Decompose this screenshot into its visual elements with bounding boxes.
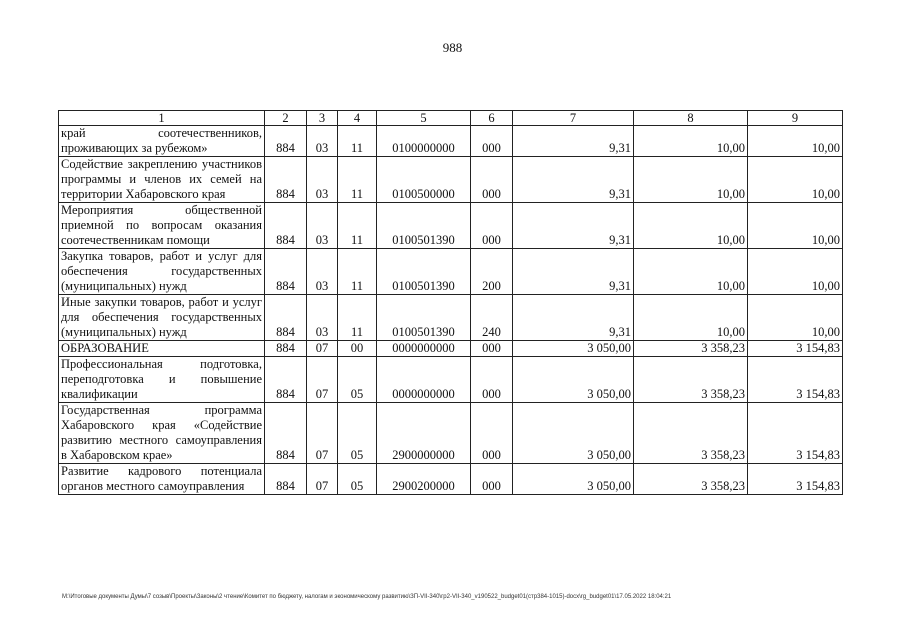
cell-subsection: 05 [338,464,377,495]
cell-amount-col9: 10,00 [748,203,843,249]
page-number: 988 [442,40,463,55]
cell-expense-type: 000 [471,357,513,403]
cell-amount-col7: 9,31 [513,203,634,249]
cell-amount-col7: 3 050,00 [513,464,634,495]
cell-amount-col7: 3 050,00 [513,341,634,357]
column-header: 5 [377,111,471,126]
column-header: 1 [59,111,265,126]
cell-section: 03 [307,295,338,341]
row-name: Развитие кадрового потенциала органов местного самоуправления [59,464,265,495]
cell-target-article: 0100501390 [377,203,471,249]
cell-expense-type: 240 [471,295,513,341]
row-name: Иные закупки товаров, работ и услуг для обеспечения государственных (муниципальных) нужд [59,295,265,341]
cell-amount-col9: 10,00 [748,157,843,203]
row-name: Закупка товаров, работ и услуг для обеспечения государственных (муниципальных) нужд [59,249,265,295]
cell-section: 07 [307,403,338,464]
cell-amount-col7: 3 050,00 [513,357,634,403]
cell-target-article: 0100501390 [377,249,471,295]
cell-amount-col9: 3 154,83 [748,464,843,495]
table-row [59,403,843,464]
cell-subsection: 05 [338,403,377,464]
cell-target-article: 2900200000 [377,464,471,495]
cell-target-article: 0000000000 [377,341,471,357]
cell-admin-code: 884 [265,249,307,295]
cell-amount-col9: 3 154,83 [748,357,843,403]
cell-target-article: 0100000000 [377,126,471,157]
cell-subsection: 11 [338,157,377,203]
cell-amount-col8: 10,00 [634,295,748,341]
column-header: 2 [265,111,307,126]
column-header: 9 [748,111,843,126]
table-row [59,295,843,341]
cell-subsection: 11 [338,203,377,249]
table-row [59,464,843,495]
cell-subsection: 11 [338,126,377,157]
column-header: 7 [513,111,634,126]
cell-amount-col8: 3 358,23 [634,341,748,357]
cell-admin-code: 884 [265,203,307,249]
cell-expense-type: 000 [471,203,513,249]
cell-admin-code: 884 [265,295,307,341]
row-name: край соотечественников, проживающих за рубежом» [59,126,265,157]
budget-table [58,110,843,495]
cell-amount-col9: 3 154,83 [748,403,843,464]
cell-target-article: 2900000000 [377,403,471,464]
cell-amount-col7: 9,31 [513,126,634,157]
cell-amount-col9: 3 154,83 [748,341,843,357]
table-row [59,126,843,157]
cell-expense-type: 000 [471,341,513,357]
cell-amount-col7: 9,31 [513,249,634,295]
row-name: Государственная программа Хабаровского края «Содействие развитию местного самоуправления в Хабаровском крае» [59,403,265,464]
cell-expense-type: 000 [471,157,513,203]
cell-subsection: 05 [338,357,377,403]
cell-expense-type: 000 [471,403,513,464]
document-file-path: M:\Итоговые документы Думы\7 созыв\Проекты\Законы\2 чтение\Комитет по бюджету, налогам и экономическому развитию\ЗП-VII-340\гр2-VII-340_v190522_budget01(стр384-1015)-docx\rg_budget01\17.05.2022 18:04:21 [62,594,672,600]
cell-amount-col9: 10,00 [748,126,843,157]
cell-section: 07 [307,464,338,495]
row-name: ОБРАЗОВАНИЕ [59,341,265,357]
cell-amount-col8: 3 358,23 [634,403,748,464]
cell-expense-type: 000 [471,464,513,495]
cell-amount-col8: 10,00 [634,126,748,157]
cell-amount-col7: 9,31 [513,157,634,203]
cell-subsection: 11 [338,295,377,341]
cell-section: 03 [307,249,338,295]
column-header: 3 [307,111,338,126]
cell-admin-code: 884 [265,126,307,157]
table-row [59,249,843,295]
cell-admin-code: 884 [265,157,307,203]
cell-amount-col8: 10,00 [634,157,748,203]
cell-admin-code: 884 [265,403,307,464]
cell-section: 07 [307,357,338,403]
row-name: Мероприятия общественной приемной по вопросам оказания соотечественникам помощи [59,203,265,249]
column-header: 8 [634,111,748,126]
cell-section: 03 [307,126,338,157]
cell-target-article: 0000000000 [377,357,471,403]
column-header: 4 [338,111,377,126]
cell-amount-col7: 9,31 [513,295,634,341]
cell-subsection: 00 [338,341,377,357]
cell-amount-col8: 10,00 [634,203,748,249]
column-header: 6 [471,111,513,126]
cell-target-article: 0100500000 [377,157,471,203]
cell-amount-col8: 3 358,23 [634,357,748,403]
cell-expense-type: 000 [471,126,513,157]
header-row [59,111,843,126]
cell-admin-code: 884 [265,357,307,403]
cell-amount-col9: 10,00 [748,295,843,341]
row-name: Профессиональная подготовка, переподготовка и повышение квалификации [59,357,265,403]
cell-amount-col8: 3 358,23 [634,464,748,495]
cell-section: 03 [307,203,338,249]
cell-expense-type: 200 [471,249,513,295]
cell-amount-col8: 10,00 [634,249,748,295]
cell-target-article: 0100501390 [377,295,471,341]
cell-amount-col7: 3 050,00 [513,403,634,464]
table-row [59,157,843,203]
cell-admin-code: 884 [265,464,307,495]
cell-amount-col9: 10,00 [748,249,843,295]
row-name: Содействие закреплению участников программы и членов их семей на территории Хабаровского края [59,157,265,203]
table-row [59,357,843,403]
table-row [59,203,843,249]
cell-section: 03 [307,157,338,203]
cell-admin-code: 884 [265,341,307,357]
table-row [59,341,843,357]
cell-subsection: 11 [338,249,377,295]
cell-section: 07 [307,341,338,357]
